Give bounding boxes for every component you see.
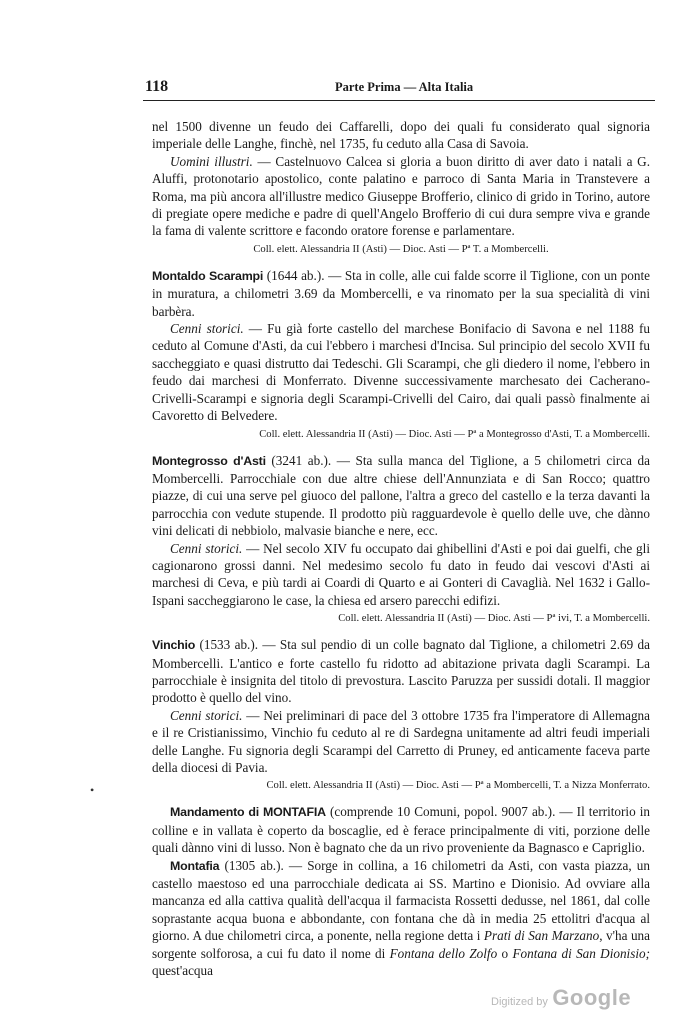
montafia-text-c: o: [497, 945, 513, 961]
cenni-label-montegrosso: Cenni storici.: [170, 540, 243, 556]
cenni-label-montaldo: Cenni storici.: [170, 321, 244, 337]
coll-line-castelnuovo: Coll. elett. Alessandria II (Asti) — Dioc. Asti — Pª T. a Mombercelli.: [253, 243, 549, 255]
montafia-text-b: , v'ha una sorgente solforosa, a cui fu dato il nome di: [152, 928, 650, 961]
entry-montafia: [152, 857, 650, 980]
google-watermark: [491, 985, 631, 1011]
page-header: [143, 78, 655, 101]
coll-line-montegrosso: Coll. elett. Alessandria II (Asti) — Dioc. Asti — Pª ivi, T. a Mombercelli.: [338, 613, 650, 625]
cenni-text-vinchio: — Nei preliminari di pace del 3 ottobre 1735 fra l'imperatore di Allemagna e il re Cristianissimo, Vinchio fu ceduto al re di Sardegna unitamente ad altri feudi imperiali delle Langhe. Fu signoria degli Scarampi del Carretto di Pruney, ed anticamente faceva parte della diocesi di Pavia.: [152, 707, 650, 775]
cenni-vinchio: [152, 707, 650, 777]
margin-mark: •: [90, 783, 95, 797]
montafia-fontana-dionisio: Fontana di San Dionisio;: [512, 945, 650, 961]
entry-mandamento: [152, 803, 650, 856]
running-head: Parte Prima — Alta Italia: [335, 80, 474, 94]
entry-name-montafia: Montafia: [170, 858, 220, 873]
coll-line-montaldo: Coll. elett. Alessandria II (Asti) — Dioc. Asti — Pª a Montegrosso d'Asti, T. a Mombercelli.: [259, 428, 650, 440]
entry-text-vinchio: (1533 ab.). — Sta sul pendio di un colle bagnato dal Tiglione, a chilometri 2.69 da Mombercelli. L'antico e forte castello fu ridotto ad abitazione privata dagli Scarampi. La parrocchiale è insignita del titolo di prevostura. Lascito Paruzza per sussidi dotali. Il maggior prodotto è quello del vino.: [152, 637, 650, 706]
uomini-paragraph: [152, 153, 650, 240]
montafia-prati: Prati di San Marzano: [483, 928, 600, 944]
entry-text-montaldo: (1644 ab.). — Sta in colle, alle cui falde scorre il Tiglione, con un ponte in muratura, a chilometri 3.69 da Mombercelli, e va rinomato per la sua specialità di vini barbèra.: [152, 267, 650, 319]
montafia-text-a: (1305 ab.). — Sorge in collina, a 16 chilometri da Asti, con vasta piazza, un castello maestoso ed una parrocchiale dedicata ai SS. Martino e Dionisio. Ad ovviare alla mancanza ed alla cattiva qualità dell'acqua il farmacista Rossetti dedusse, nel 1861, dal colle soprastante acqua buona e abbondante, con fontana che dà in media 25 ettolitri d'acqua al giorno. A due chilometri circa, a ponente, nella regione detta i: [152, 857, 650, 944]
cenni-label-vinchio: Cenni storici.: [170, 707, 243, 723]
uomini-text: — Castelnuovo Calcea si gloria a buon diritto di aver dato i natali a G. Aluffi, protonotario apostolico, conte palatino e parroco di Santa Maria in Transtevere a Roma, ma più ancora all'illustre medico Giuseppe Brofferio, clinico di grido in Torino, autore di pregiate opere mediche e padre di quell'Angelo Brofferio di cui dura sempre viva e grande la fama di valente scrittore e facondo oratore forense e parlamentare.: [152, 153, 650, 239]
uomini-label: Uomini illustri.: [170, 153, 253, 169]
montafia-text-d: quest'acqua: [152, 963, 213, 979]
entry-name-vinchio: Vinchio: [152, 638, 196, 653]
entry-name-montaldo: Montaldo Scarampi: [152, 268, 264, 283]
body-text: [152, 118, 650, 979]
cenni-montegrosso: [152, 540, 650, 610]
entry-name-mandamento: Mandamento di MONTAFIA: [170, 805, 326, 820]
entry-montaldo: [152, 267, 650, 320]
watermark-prefix: Digitized by: [491, 996, 548, 1008]
entry-montegrosso: [152, 452, 650, 540]
coll-line-vinchio: Coll. elett. Alessandria II (Asti) — Dioc. Asti — Pª a Mombercelli, T. a Nizza Monferrato.: [266, 780, 650, 792]
cenni-text-montegrosso: — Nel secolo XIV fu occupato dai ghibellini d'Asti e poi dai guelfi, che gli cagionarono grossi danni. Nel medesimo secolo fu dato in feudo dai vescovi d'Asti ai marchesi di Ceva, e più tardi ai Coardi di Quarto e ai Gonteri di Cavaglià. Nel 1632 i Gallo-Ispani saccheggiarono le case, la chiesa ed arsero parecchi edifizi.: [152, 540, 650, 608]
cenni-montaldo: [152, 320, 650, 424]
entry-text-mandamento: (comprende 10 Comuni, popol. 9007 ab.). — Il territorio in colline e in vallata è coperto da boscaglie, ed è ferace principalmente di viti, porzione delle quali dànno vini di lusso. Non è bagnato che da un rivo proveniente da Bagnasco e Capriglio.: [152, 804, 650, 856]
intro-text: nel 1500 divenne un feudo dei Caffarelli, dopo dei quali fu considerato qual signoria imperiale delle Langhe, finchè, nel 1735, fu ceduto alla Casa di Savoia.: [152, 119, 650, 152]
intro-paragraph: [152, 118, 650, 153]
montafia-fontana-zolfo: Fontana dello Zolfo: [389, 945, 498, 961]
watermark-brand: Google: [552, 985, 632, 1010]
cenni-text-montaldo: — Fu già forte castello del marchese Bonifacio di Savona e nel 1188 fu ceduto al Comune d'Asti, da cui l'ebbero i marchesi d'Incisa. Sul principio del secolo XVII fu saccheggiato e quasi distrutto dai Tedeschi. Gli Scarampi, che gli diedero il nome, l'ebbero in feudo dai marchesi di Monferrato. Divenne successivamente marchesato dei Cacherano-Crivelli-Scarampi e signoria degli Scarampi-Crivelli del Cairo, dai quali passò finalmente ai Cavoretto di Belvedere.: [152, 321, 650, 424]
entry-vinchio: [152, 636, 650, 707]
entry-name-montegrosso: Montegrosso d'Asti: [152, 453, 266, 468]
entry-text-montegrosso: (3241 ab.). — Sta sulla manca del Tiglione, a 5 chilometri circa da Mombercelli. Parrocchiale con due altre chiese dell'Annunziata e di San Rocco; quattro piazze, di cui una serve pel giuoco del pallone, l'altra a greco del castello e la terza davanti la parrocchia con vedute stupende. Il prodotto più ragguardevole è quello delle uve, che dànno vini delicati di nebbiolo, malvasie bianche e nere, ecc.: [152, 452, 650, 539]
page-number: 118: [145, 78, 169, 95]
